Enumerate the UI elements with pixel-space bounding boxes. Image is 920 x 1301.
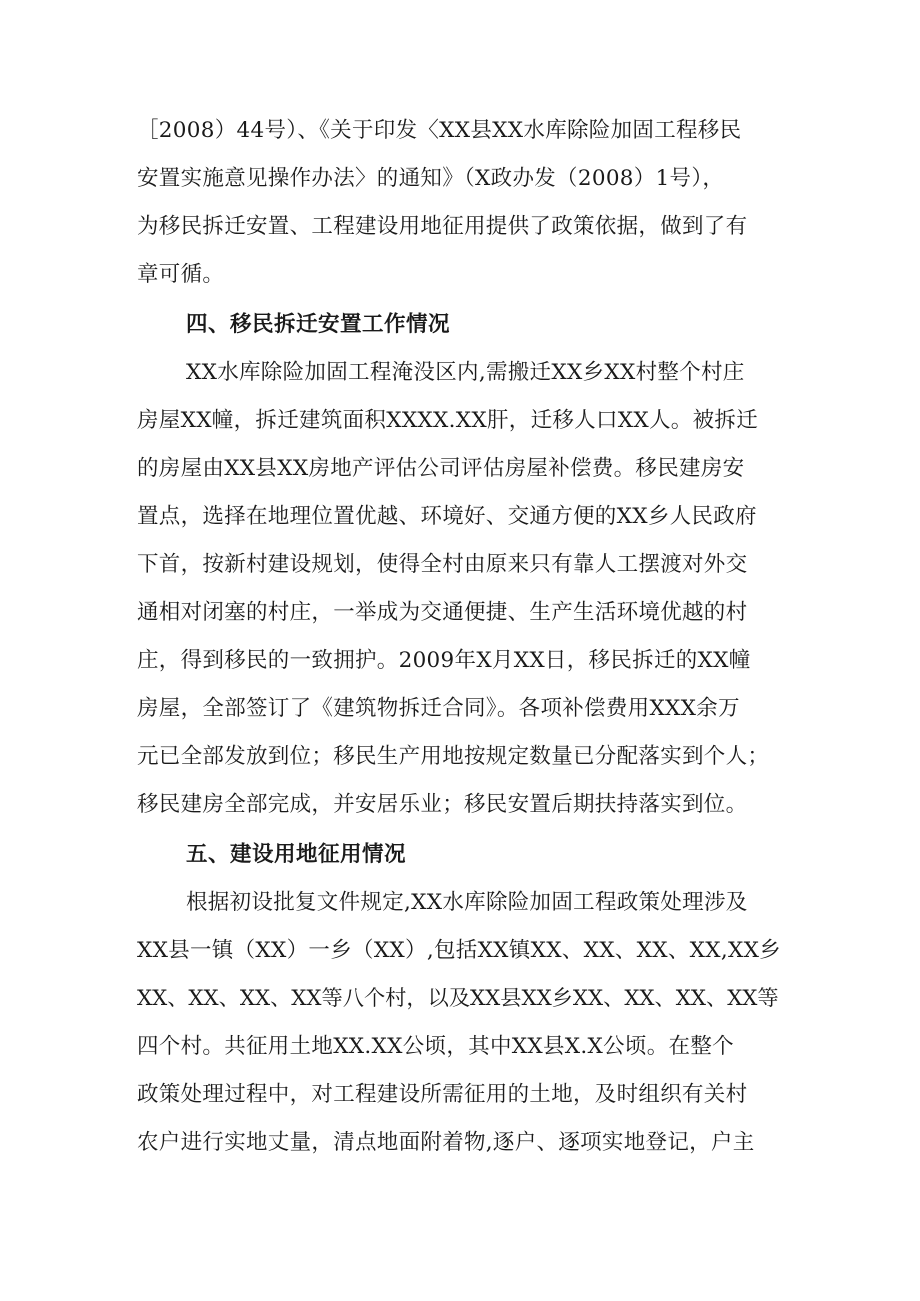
text-line: 元已全部发放到位；移民生产用地按规定数量已分配落实到个人； xyxy=(137,744,770,769)
text-line: 章可循。 xyxy=(137,262,225,287)
text-line: 房屋，全部签订了《建筑物拆迁合同》。各项补偿费用XXX余万 xyxy=(137,696,740,721)
text-line: 为移民拆迁安置、工程建设用地征用提供了政策依据，做到了有 xyxy=(137,214,748,239)
text-line: 四个村。共征用土地XX.XX公顷，其中XX县X.X公顷。在整个 xyxy=(137,1034,734,1059)
text-line: 通相对闭塞的村庄，一举成为交通便捷、生产生活环境优越的村 xyxy=(137,600,748,625)
text-line: 农户进行实地丈量，清点地面附着物,逐户、逐项实地登记，户主 xyxy=(137,1130,755,1155)
text-line: 房屋XX幢，拆迁建筑面积XXXX.XX肝，迁移人口XX人。被拆迁 xyxy=(137,408,758,433)
text-line: 下首，按新村建设规划，使得全村由原来只有靠人工摆渡对外交 xyxy=(137,552,748,577)
text-line: 的房屋由XX县XX房地产评估公司评估房屋补偿费。移民建房安 xyxy=(137,456,745,481)
text-line: 置点，选择在地理位置优越、环境好、交通方便的XX乡人民政府 xyxy=(137,504,757,529)
text-line: 庄，得到移民的一致拥护。2009年X月XX日，移民拆迁的XX幢 xyxy=(137,648,751,673)
text-line: 政策处理过程中，对工程建设所需征用的土地，及时组织有关村 xyxy=(137,1082,748,1107)
text-line: XX县一镇（XX）一乡（XX）,包括XX镇XX、XX、XX、XX,XX乡 xyxy=(137,938,781,963)
section-heading-5: 五、建设用地征用情况 xyxy=(186,842,407,867)
text-line: 移民建房全部完成，并安居乐业；移民安置后期扶持落实到位。 xyxy=(137,792,748,817)
text-line: XX、XX、XX、XX等八个村，以及XX县XX乡XX、XX、XX、XX等 xyxy=(137,986,779,1011)
section-heading-4: 四、移民拆迁安置工作情况 xyxy=(186,312,451,337)
text-line: 安置实施意见操作办法〉的通知》（X政办发（2008）1号）， xyxy=(137,166,725,191)
text-line: ［2008）44号）、《关于印发〈XX县XX水库除险加固工程移民 xyxy=(137,118,742,143)
text-line: XX水库除险加固工程淹没区内,需搬迁XX乡XX村整个村庄 xyxy=(186,360,745,385)
text-line: 根据初设批复文件规定,XX水库除险加固工程政策处理涉及 xyxy=(186,890,748,915)
